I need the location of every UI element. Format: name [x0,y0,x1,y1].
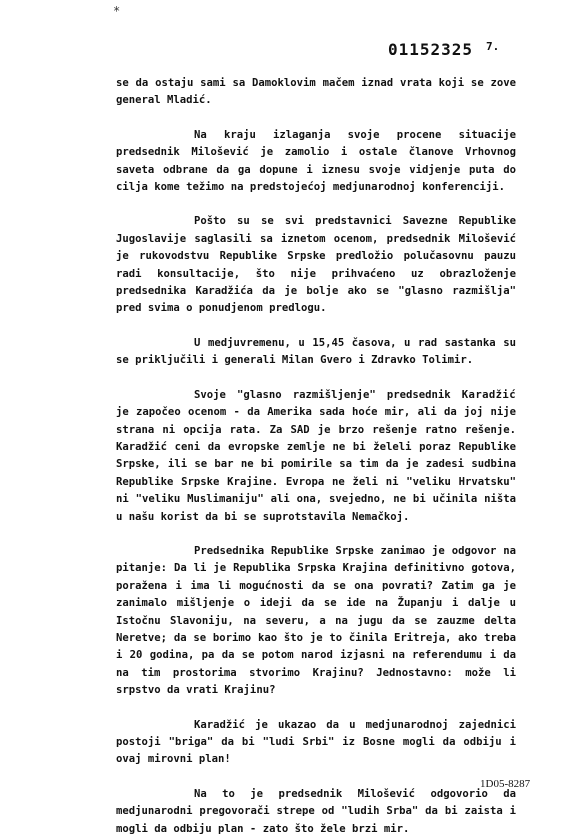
page-mark: * [113,4,121,18]
paragraph-7: Karadžić je ukazao da u medjunarodnoj zajednici postoji "briga" da bi "ludi Srbi" iz Bosne mogli da odbiju i ovaj mirovni plan! [116,718,516,766]
paragraph-2: Na kraju izlaganja svoje procene situacije predsednik Milošević je zamolio i ostale članove Vrhovnog saveta odbrane da ga dopune i iznesu svoje vidjenje puta do cilja kome težimo na predstojećoj medjunarodnoj konferenciji. [116,128,516,194]
paragraph-5-rest: je započeo ocenom - da Amerika sada hoće mir, ali da joj nije strana ni opcija rata. Za SAD je brzo rešenje ratno rešenje. Karadžić ceni da evropske zemlje ne bi želeli poraz Republike Srpske, ili se bar ne bi pomirile sa tim da je zadesi sudbina Republike Srpske Krajine. Evropa ne želi ni "veliku Hrvatsku" ni "veliku Muslimaniju" ali ona, svejedno, ne bi učinila ništa u našu korist da bi se suprotstavila Nemačkoj. [116,406,516,523]
paragraph-6: Predsednika Republike Srpske zanimao je odgovor na pitanje: Da li je Republika Srpska Krajina definitivno gotova, poražena i ima li mogućnosti da se ona povrati? Zatim ga je zanimalo mišljenje o ideji da se ide na Županju i dalje u Istočnu Slavoniju, na severu, a na jugu da se zauzme delta Neretve; da se borimo kao što je to činila Eritreja, ako treba i 20 godina, pa da se potom narod izjasni na referendumu i da na tim prostorima stvorimo Krajinu? Jednostavno: može li srpstvo da vrati Krajinu? [116,544,516,697]
footer-document-code: 1D05-8287 [480,778,531,790]
paragraph-8: Na to je predsednik Milošević odgovorio da medjunarodni pregovorači strepe od "ludih Srba" da bi zaista i mogli da odbiju plan - zato što žele brzi mir. [116,787,516,835]
paragraph-5-name: Karadžić [461,388,516,401]
paragraph-4: U medjuvremenu, u 15,45 časova, u rad sastanka su se priključili i generali Milan Gvero i Zdravko Tolimir. [116,336,516,367]
document-number: 01152325 [388,40,474,59]
paragraph-3: Pošto su se svi predstavnici Savezne Republike Jugoslavije saglasili sa iznetom ocenom, predsednik Milošević je rukovodstvu Republike Srpske predložio polučasovnu pauzu radi konsultacije, što nije prihvaćeno uz obrazloženje predsednika Karadžića da je bolje ako se "glasno razmišlja" pred svima o ponudjenom predlogu. [116,215,516,315]
paragraph-5 [116,387,516,526]
paragraph-5-lead: Svoje "glasno razmišljenje" predsednik [194,388,462,401]
page-number: 7. [486,40,500,53]
document-body [116,75,516,838]
paragraph-1: se da ostaju sami sa Damoklovim mačem iznad vrata koji se zove general Mladić. [116,77,516,107]
